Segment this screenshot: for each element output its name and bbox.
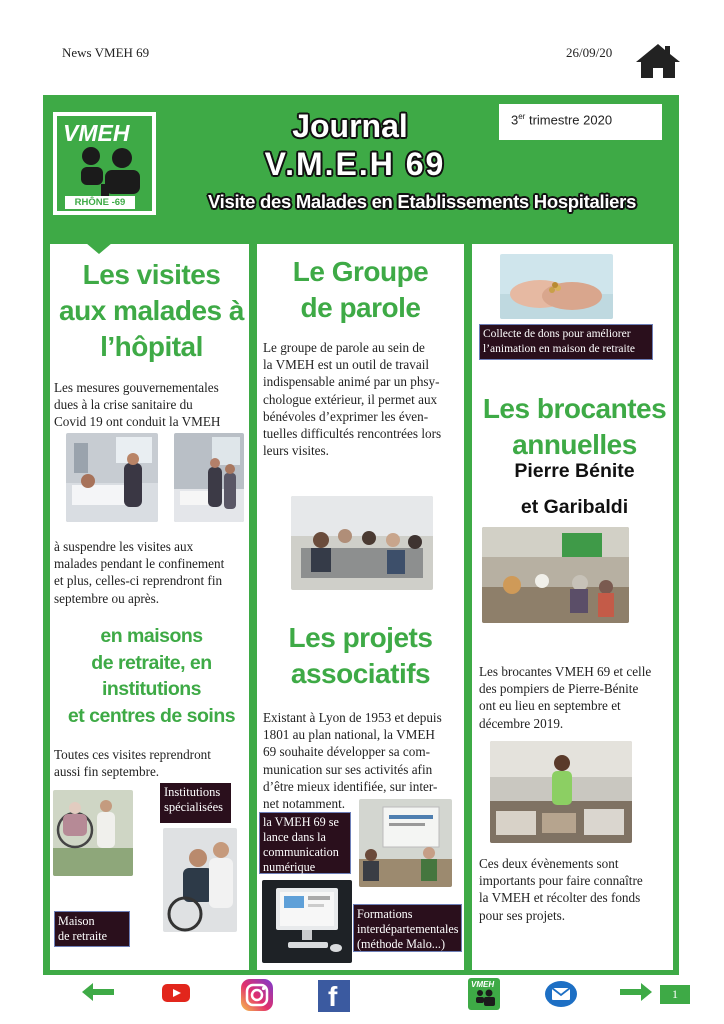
formations-caption: [353, 904, 462, 952]
care-homes-subhead: [50, 623, 253, 729]
journal-title: Journal: [292, 108, 408, 144]
text-line: Toutes ces visites reprendront: [54, 747, 211, 762]
vmeh-logo: [53, 112, 156, 215]
text-line: d’être mieux identifiée, sur inter-: [263, 778, 438, 794]
headline-line: aux malades à: [59, 295, 244, 326]
instagram-icon[interactable]: [240, 978, 274, 1012]
headline-line: l’hôpital: [100, 331, 203, 362]
trimester-number: 3: [511, 112, 519, 128]
resume-text: [54, 746, 249, 780]
logo-text: VMEH: [63, 120, 130, 146]
headline-line: Le Groupe: [292, 256, 429, 287]
caption-line: la VMEH 69 se: [263, 815, 339, 829]
institutions-caption: [160, 783, 231, 823]
trimester-box: [499, 104, 662, 140]
caption-line: Maison: [58, 914, 95, 928]
hands-coins-photo: [500, 254, 613, 319]
hospital-photo-2: [174, 433, 244, 522]
text-line: bénévoles d’exprimer les éven-: [263, 408, 429, 424]
caption-line: spécialisées: [164, 800, 224, 814]
speech-notch: [86, 243, 112, 255]
subhead-line: en maisons: [100, 625, 203, 647]
text-line: ont eu lieu en septembre et: [479, 698, 621, 714]
facebook-icon[interactable]: [318, 980, 350, 1012]
caption-line: communication: [263, 845, 339, 859]
caption-line: Collecte de dons pour améliorer: [483, 328, 631, 340]
hospital-continued: [54, 538, 249, 607]
text-line: Ces deux évènements sont: [479, 856, 619, 871]
institution-photo: [163, 828, 237, 932]
headline-line: Les projets: [288, 622, 433, 653]
subhead-line: et centres de soins: [67, 704, 236, 727]
headline-line: de parole: [300, 292, 421, 323]
headline-line: Les visites: [82, 259, 221, 290]
brocantes-location-1: Pierre Bénite: [514, 460, 635, 482]
care-home-photo: [53, 790, 133, 876]
headline-line: annuelles: [512, 429, 637, 460]
text-line: net notamment.: [263, 796, 346, 812]
brocante-photo-1: [482, 527, 629, 623]
text-line: munication sur ses activités afin: [263, 761, 433, 777]
text-line: tuelles difficultés rencontrées lors: [263, 426, 442, 442]
text-line: et plus, celles-ci reprendront fin: [54, 573, 223, 589]
text-line: la VMEH est un outil de travail: [263, 357, 430, 373]
text-line: Les mesures gouvernementales: [54, 380, 219, 395]
caption-line: interdépartementales: [357, 922, 459, 936]
brocantes-text-2: [479, 855, 675, 924]
groupe-photo: [291, 496, 433, 590]
page-number: 1: [660, 985, 690, 1004]
projets-headline: [257, 620, 464, 692]
journal-title-vmeh: V.M.E.H 69: [264, 146, 446, 182]
text-line: des pompiers de Pierre-Bénite: [479, 681, 639, 697]
hospital-intro: [54, 379, 249, 431]
arrow-right-icon[interactable]: [620, 983, 652, 1001]
subhead-line: institutions: [101, 678, 202, 700]
groupe-headline: [257, 254, 464, 326]
maison-caption: [54, 911, 130, 947]
text-line: Existant à Lyon de 1953 et depuis: [263, 710, 442, 725]
caption-line: Institutions: [164, 785, 221, 799]
newsletter-label: News VMEH 69: [62, 45, 150, 60]
headline-line: Les brocantes: [482, 393, 667, 424]
text-line: importants pour faire connaître: [479, 873, 643, 889]
text-line: malades pendant le confinement: [54, 556, 225, 572]
caption-line: l’animation en maison de retraite: [483, 343, 635, 355]
caption-line: lance dans la: [263, 830, 326, 844]
caption-line: Formations: [357, 907, 413, 921]
projets-text: [263, 709, 468, 812]
mail-icon[interactable]: [545, 981, 577, 1007]
text-line: la VMEH et récolter des fonds: [479, 890, 641, 906]
brocantes-text: [479, 663, 675, 732]
arrow-left-icon[interactable]: [82, 983, 114, 1001]
text-line: à suspendre les visites aux: [54, 539, 194, 554]
brocantes-headline: [472, 391, 677, 463]
groupe-text: [263, 339, 464, 459]
dons-caption: [479, 324, 653, 360]
text-line: chologue extérieur, il permet aux: [263, 391, 438, 407]
numerique-caption: [259, 812, 351, 874]
text-line: décembre 2019.: [479, 715, 564, 731]
mini-logo-text: VMEH: [471, 980, 495, 989]
youtube-icon[interactable]: [162, 983, 190, 1003]
text-line: pour ses projets.: [479, 907, 566, 923]
issue-date: 26/09/20: [566, 45, 613, 60]
brocante-photo-2: [490, 741, 632, 843]
journal-subtitle: Visite des Malades en Etablissements Hospitaliers: [207, 191, 637, 212]
trimester-sup: er: [518, 112, 526, 121]
caption-line: de retraite: [58, 929, 108, 943]
brocantes-location-2: et Garibaldi: [520, 496, 629, 518]
hospital-headline: [50, 257, 253, 365]
text-line: aussi fin septembre.: [54, 764, 160, 780]
vmeh-logo-icon[interactable]: [468, 978, 500, 1010]
computer-photo: [262, 880, 352, 963]
hospital-photo-1: [66, 433, 158, 522]
logo-subtext: RHÔNE -69: [65, 196, 135, 209]
mini-logo-figures-icon: [475, 989, 495, 1007]
text-line: Covid 19 ont conduit la VMEH: [54, 414, 221, 430]
text-line: 1801 au plan national, la VMEH: [263, 727, 435, 743]
text-line: indispensable animé par un phsy-: [263, 374, 440, 390]
trimester-text: trimestre 2020: [525, 112, 613, 128]
caption-line: (méthode Malo...): [357, 937, 445, 951]
text-line: 69 souhaite développer sa com-: [263, 744, 430, 760]
text-line: Le groupe de parole au sein de: [263, 340, 425, 355]
text-line: Les brocantes VMEH 69 et celle: [479, 664, 652, 679]
text-line: leurs visites.: [263, 443, 329, 459]
caption-line: numérique: [263, 860, 316, 874]
logo-figures-icon: [75, 146, 145, 202]
facebook-letter: f: [328, 981, 338, 1012]
formation-photo: [359, 799, 452, 887]
subhead-line: de retraite, en: [91, 651, 212, 674]
text-line: septembre ou après.: [54, 590, 160, 606]
text-line: dues à la crise sanitaire du: [54, 397, 193, 413]
home-icon[interactable]: [634, 43, 682, 79]
headline-line: associatifs: [290, 658, 431, 689]
